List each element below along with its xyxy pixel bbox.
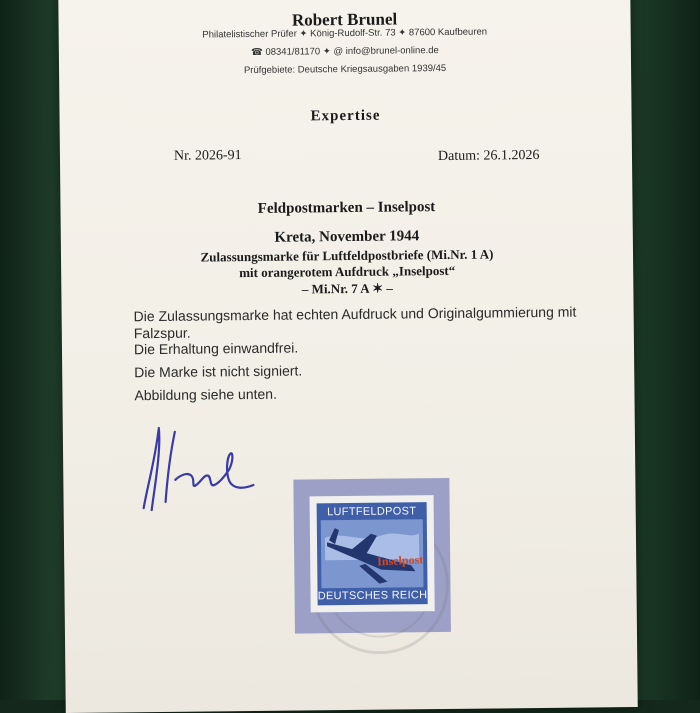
document-date: Datum: 26.1.2026 bbox=[437, 147, 540, 165]
subject-catalog-number: – Mi.Nr. 7 A ✶ – bbox=[301, 280, 393, 297]
luftfeldpost-stamp bbox=[310, 495, 435, 612]
subject-overprint: mit orangerotem Aufdruck „Inselpost“ bbox=[239, 262, 456, 281]
stamp-face bbox=[317, 502, 428, 605]
finding-signature: Die Marke ist nicht signiert. bbox=[134, 362, 303, 381]
stamp-overprint: Inselpost bbox=[376, 552, 424, 569]
examiner-address: Philatelistischer Prüfer ✦ König-Rudolf-Str. 73 ✦ 87600 Kaufbeuren bbox=[202, 26, 488, 41]
expertise-document bbox=[58, 0, 638, 713]
subject-stamp: Zulassungsmarke für Luftfeldpostbriefe (Mi.Nr. 1 A) bbox=[200, 246, 494, 265]
stamp-top-label: LUFTFELDPOST bbox=[327, 505, 417, 519]
document-heading: Expertise bbox=[310, 107, 381, 125]
handwritten-signature bbox=[121, 419, 272, 521]
airplane-illustration bbox=[321, 519, 424, 588]
document-number: Nr. 2026-91 bbox=[173, 148, 242, 164]
examiner-name: Robert Brunel bbox=[291, 9, 398, 30]
finding-illustration: Abbildung siehe unten. bbox=[134, 385, 277, 404]
stamp-bottom-label: DEUTSCHES REICH bbox=[317, 589, 428, 603]
subject-category: Feldpostmarken – Inselpost bbox=[257, 199, 436, 217]
finding-condition: Die Erhaltung einwandfrei. bbox=[133, 339, 299, 358]
examiner-fields: Prüfgebiete: Deutsche Kriegsausgaben 1939/45 bbox=[243, 62, 447, 77]
subject-issue: Kreta, November 1944 bbox=[274, 228, 420, 246]
finding-authenticity: Die Zulassungsmarke hat echten Aufdruck und Originalgummierung mit Falzspur. bbox=[133, 303, 577, 342]
examiner-contact: ☎ 08341/81170 ✦ @ info@brunel-online.de bbox=[250, 45, 439, 58]
